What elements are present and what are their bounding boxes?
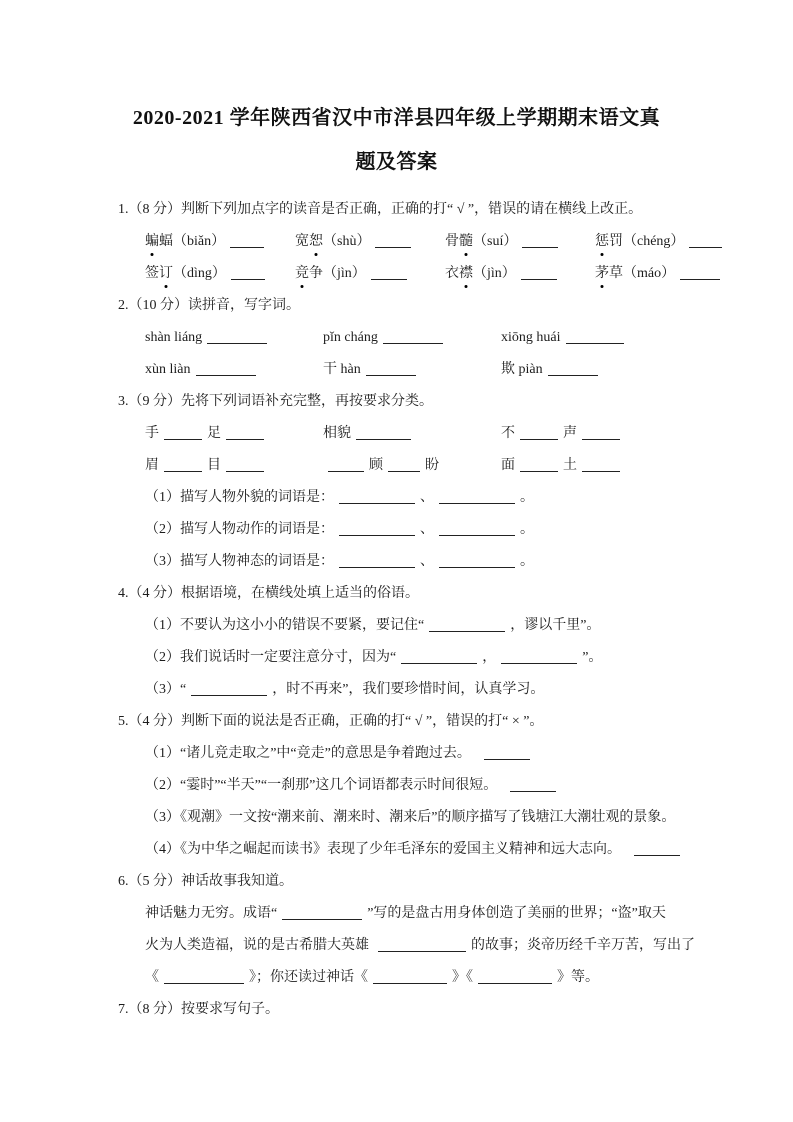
exam-cell xyxy=(501,327,629,348)
text-run: ，谬以千里”。 xyxy=(510,618,601,633)
exam-cell xyxy=(445,263,595,284)
text-run: 蝠（biǎn） xyxy=(159,234,226,249)
exam-line xyxy=(118,807,753,828)
answer-blank xyxy=(522,234,558,248)
text-run: （2）我们说话时一定要注意分寸，因为“ xyxy=(145,650,397,665)
text-run: 。 xyxy=(520,490,534,505)
exam-line xyxy=(118,391,753,412)
answer-blank xyxy=(689,234,722,248)
exam-line xyxy=(118,967,753,988)
exam-cell xyxy=(595,231,727,252)
answer-blank xyxy=(439,490,515,504)
answer-blank xyxy=(230,234,264,248)
dotted-char: 恕 xyxy=(309,231,323,252)
answer-blank xyxy=(226,426,264,440)
answer-blank xyxy=(484,746,530,760)
text-run: 骨 xyxy=(445,234,459,249)
answer-blank xyxy=(501,650,577,664)
answer-blank xyxy=(520,426,558,440)
exam-line xyxy=(118,231,753,252)
exam-cell xyxy=(323,359,501,380)
exam-line xyxy=(118,295,753,316)
answer-blank xyxy=(378,938,466,952)
exam-line xyxy=(118,679,753,700)
text-run: （shù） xyxy=(323,234,371,249)
answer-blank xyxy=(478,970,552,984)
exam-cell xyxy=(145,455,323,476)
text-run: 3.（9 分）先将下列词语补充完整，再按要求分类。 xyxy=(118,394,433,409)
answer-blank xyxy=(328,458,364,472)
dotted-char: 髓 xyxy=(459,231,473,252)
text-run: 土 xyxy=(563,458,577,473)
answer-blank xyxy=(339,490,415,504)
dotted-char: 蝙 xyxy=(145,231,159,252)
page-title xyxy=(60,96,733,184)
text-run: 火为人类造福，说的是古希腊大英雄 xyxy=(145,938,369,953)
text-run: 罚（chéng） xyxy=(609,234,685,249)
page-title-line1: 2020-2021 学年陕西省汉中市洋县四年级上学期期末语文真 xyxy=(132,107,661,129)
answer-blank xyxy=(521,266,557,280)
text-run: 目 xyxy=(207,458,221,473)
answer-blank xyxy=(383,330,443,344)
text-run: 、 xyxy=(420,554,434,569)
answer-blank xyxy=(231,266,265,280)
answer-blank xyxy=(339,554,415,568)
exam-line xyxy=(118,455,753,476)
text-run: ，时不再来”，我们要珍惜时间，认真学习。 xyxy=(272,682,545,697)
text-run: 1.（8 分）判断下列加点字的读音是否正确，正确的打“ √ ”，错误的请在横线上改正。 xyxy=(118,202,643,217)
text-run: （1）描写人物外貌的词语是： xyxy=(145,490,334,505)
exam-cell xyxy=(145,359,323,380)
exam-line xyxy=(118,263,753,284)
text-run: 面 xyxy=(501,458,515,473)
exam-line xyxy=(118,327,753,348)
answer-blank xyxy=(164,458,202,472)
dotted-char: 竞 xyxy=(295,263,309,284)
text-run: 相貌 xyxy=(323,426,351,441)
text-run: 》等。 xyxy=(557,970,599,985)
exam-line xyxy=(118,711,753,732)
exam-cell xyxy=(501,455,625,476)
text-run: 5.（4 分）判断下面的说法是否正确，正确的打“ √ ”，错误的打“ × ”。 xyxy=(118,714,544,729)
answer-blank xyxy=(164,970,244,984)
text-run: （1）“诸儿竞走取之”中“竞走”的意思是争着跑过去。 xyxy=(145,746,471,761)
exam-cell xyxy=(323,423,501,444)
answer-blank xyxy=(226,458,264,472)
exam-cell xyxy=(501,359,603,380)
text-run: 《 xyxy=(145,970,159,985)
text-run: 宽 xyxy=(295,234,309,249)
text-run: 草（máo） xyxy=(609,266,676,281)
text-run: 盼 xyxy=(425,458,439,473)
exam-cell xyxy=(145,327,323,348)
text-run: （1）不要认为这小小的错误不要紧，要记住“ xyxy=(145,618,425,633)
exam-line xyxy=(118,519,753,540)
text-run: 》；你还读过神话《 xyxy=(249,970,368,985)
text-run: 6.（5 分）神话故事我知道。 xyxy=(118,874,293,889)
answer-blank xyxy=(191,682,267,696)
answer-blank xyxy=(356,426,411,440)
exam-line xyxy=(118,583,753,604)
exam-line xyxy=(118,871,753,892)
text-run: （3）“ xyxy=(145,682,187,697)
answer-blank xyxy=(373,970,447,984)
text-run: （4）《为中华之崛起而读书》表现了少年毛泽东的爱国主义精神和远大志向。 xyxy=(145,842,621,857)
exam-line xyxy=(118,743,753,764)
text-run: 干 hàn xyxy=(323,362,361,377)
exam-line xyxy=(118,903,753,924)
answer-blank xyxy=(548,362,598,376)
exam-line xyxy=(118,199,753,220)
exam-line xyxy=(118,775,753,796)
text-run: 声 xyxy=(563,426,577,441)
exam-line xyxy=(118,935,753,956)
answer-blank xyxy=(207,330,267,344)
answer-blank xyxy=(429,618,505,632)
answer-blank xyxy=(375,234,411,248)
exam-cell xyxy=(445,231,595,252)
text-run: 衣 xyxy=(445,266,459,281)
text-run: 争（jìn） xyxy=(309,266,366,281)
answer-blank xyxy=(366,362,416,376)
answer-blank xyxy=(582,458,620,472)
answer-blank xyxy=(401,650,477,664)
exam-cell xyxy=(145,231,295,252)
text-run: 不 xyxy=(501,426,515,441)
exam-line xyxy=(118,839,753,860)
answer-blank xyxy=(510,778,556,792)
exam-body xyxy=(0,199,793,1020)
text-run: （suí） xyxy=(473,234,518,249)
text-run: （3）描写人物神态的词语是： xyxy=(145,554,334,569)
answer-blank xyxy=(439,522,515,536)
text-run: pǐn cháng xyxy=(323,330,378,345)
answer-blank xyxy=(339,522,415,536)
text-run: 眉 xyxy=(145,458,159,473)
text-run: （jìn） xyxy=(473,266,516,281)
page-title-line2: 题及答案 xyxy=(355,151,438,173)
exam-cell xyxy=(595,263,725,284)
spacer xyxy=(621,852,629,853)
answer-blank xyxy=(634,842,680,856)
answer-blank xyxy=(371,266,407,280)
text-run: 神话魅力无穷。成语“ xyxy=(145,906,278,921)
exam-line xyxy=(118,359,753,380)
text-run: 。 xyxy=(520,554,534,569)
text-run: ”。 xyxy=(582,650,603,665)
answer-blank xyxy=(566,330,624,344)
exam-cell xyxy=(145,423,323,444)
spacer xyxy=(369,948,373,949)
exam-line xyxy=(118,551,753,572)
exam-cell xyxy=(295,263,445,284)
text-run: 足 xyxy=(207,426,221,441)
text-run: （dìng） xyxy=(173,266,226,281)
text-run: 顾 xyxy=(369,458,383,473)
exam-cell xyxy=(295,231,445,252)
text-run: xùn liàn xyxy=(145,362,191,377)
answer-blank xyxy=(164,426,202,440)
answer-blank xyxy=(680,266,720,280)
dotted-char: 襟 xyxy=(459,263,473,284)
text-run: 7.（8 分）按要求写句子。 xyxy=(118,1002,279,1017)
text-run: 签 xyxy=(145,266,159,281)
text-run: 。 xyxy=(520,522,534,537)
answer-blank xyxy=(520,458,558,472)
exam-cell xyxy=(145,263,295,284)
exam-line xyxy=(118,423,753,444)
text-run: （2）“霎时”“半天”“一刹那”这几个词语都表示时间很短。 xyxy=(145,778,498,793)
exam-line xyxy=(118,647,753,668)
dotted-char: 惩 xyxy=(595,231,609,252)
answer-blank xyxy=(282,906,362,920)
text-run: （3）《观潮》一文按“潮来前、潮来时、潮来后”的顺序描写了钱塘江大潮壮观的景象。 xyxy=(145,810,676,825)
text-run: 手 xyxy=(145,426,159,441)
exam-line xyxy=(118,487,753,508)
answer-blank xyxy=(196,362,256,376)
text-run: 、 xyxy=(420,522,434,537)
text-run: 4.（4 分）根据语境，在横线处填上适当的俗语。 xyxy=(118,586,419,601)
exam-line xyxy=(118,615,753,636)
dotted-char: 茅 xyxy=(595,263,609,284)
exam-paper-page xyxy=(0,96,793,1122)
exam-line xyxy=(118,999,753,1020)
text-run: 的故事；炎帝历经千辛万苦，写出了 xyxy=(471,938,695,953)
text-run: 》《 xyxy=(452,970,473,985)
answer-blank xyxy=(582,426,620,440)
text-run: 、 xyxy=(420,490,434,505)
answer-blank xyxy=(439,554,515,568)
exam-cell xyxy=(501,423,625,444)
text-run: （2）描写人物动作的词语是： xyxy=(145,522,334,537)
exam-cell xyxy=(323,327,501,348)
exam-cell xyxy=(323,455,501,476)
text-run: ”写的是盘古用身体创造了美丽的世界；“盗”取天 xyxy=(367,906,666,921)
text-run: 欺 piàn xyxy=(501,362,543,377)
spacer xyxy=(471,756,479,757)
answer-blank xyxy=(388,458,420,472)
text-run: xiōng huái xyxy=(501,330,561,345)
dotted-char: 订 xyxy=(159,263,173,284)
text-run: ， xyxy=(482,650,497,665)
text-run: 2.（10 分）读拼音，写字词。 xyxy=(118,298,300,313)
spacer xyxy=(497,788,505,789)
text-run: shàn liáng xyxy=(145,330,203,345)
